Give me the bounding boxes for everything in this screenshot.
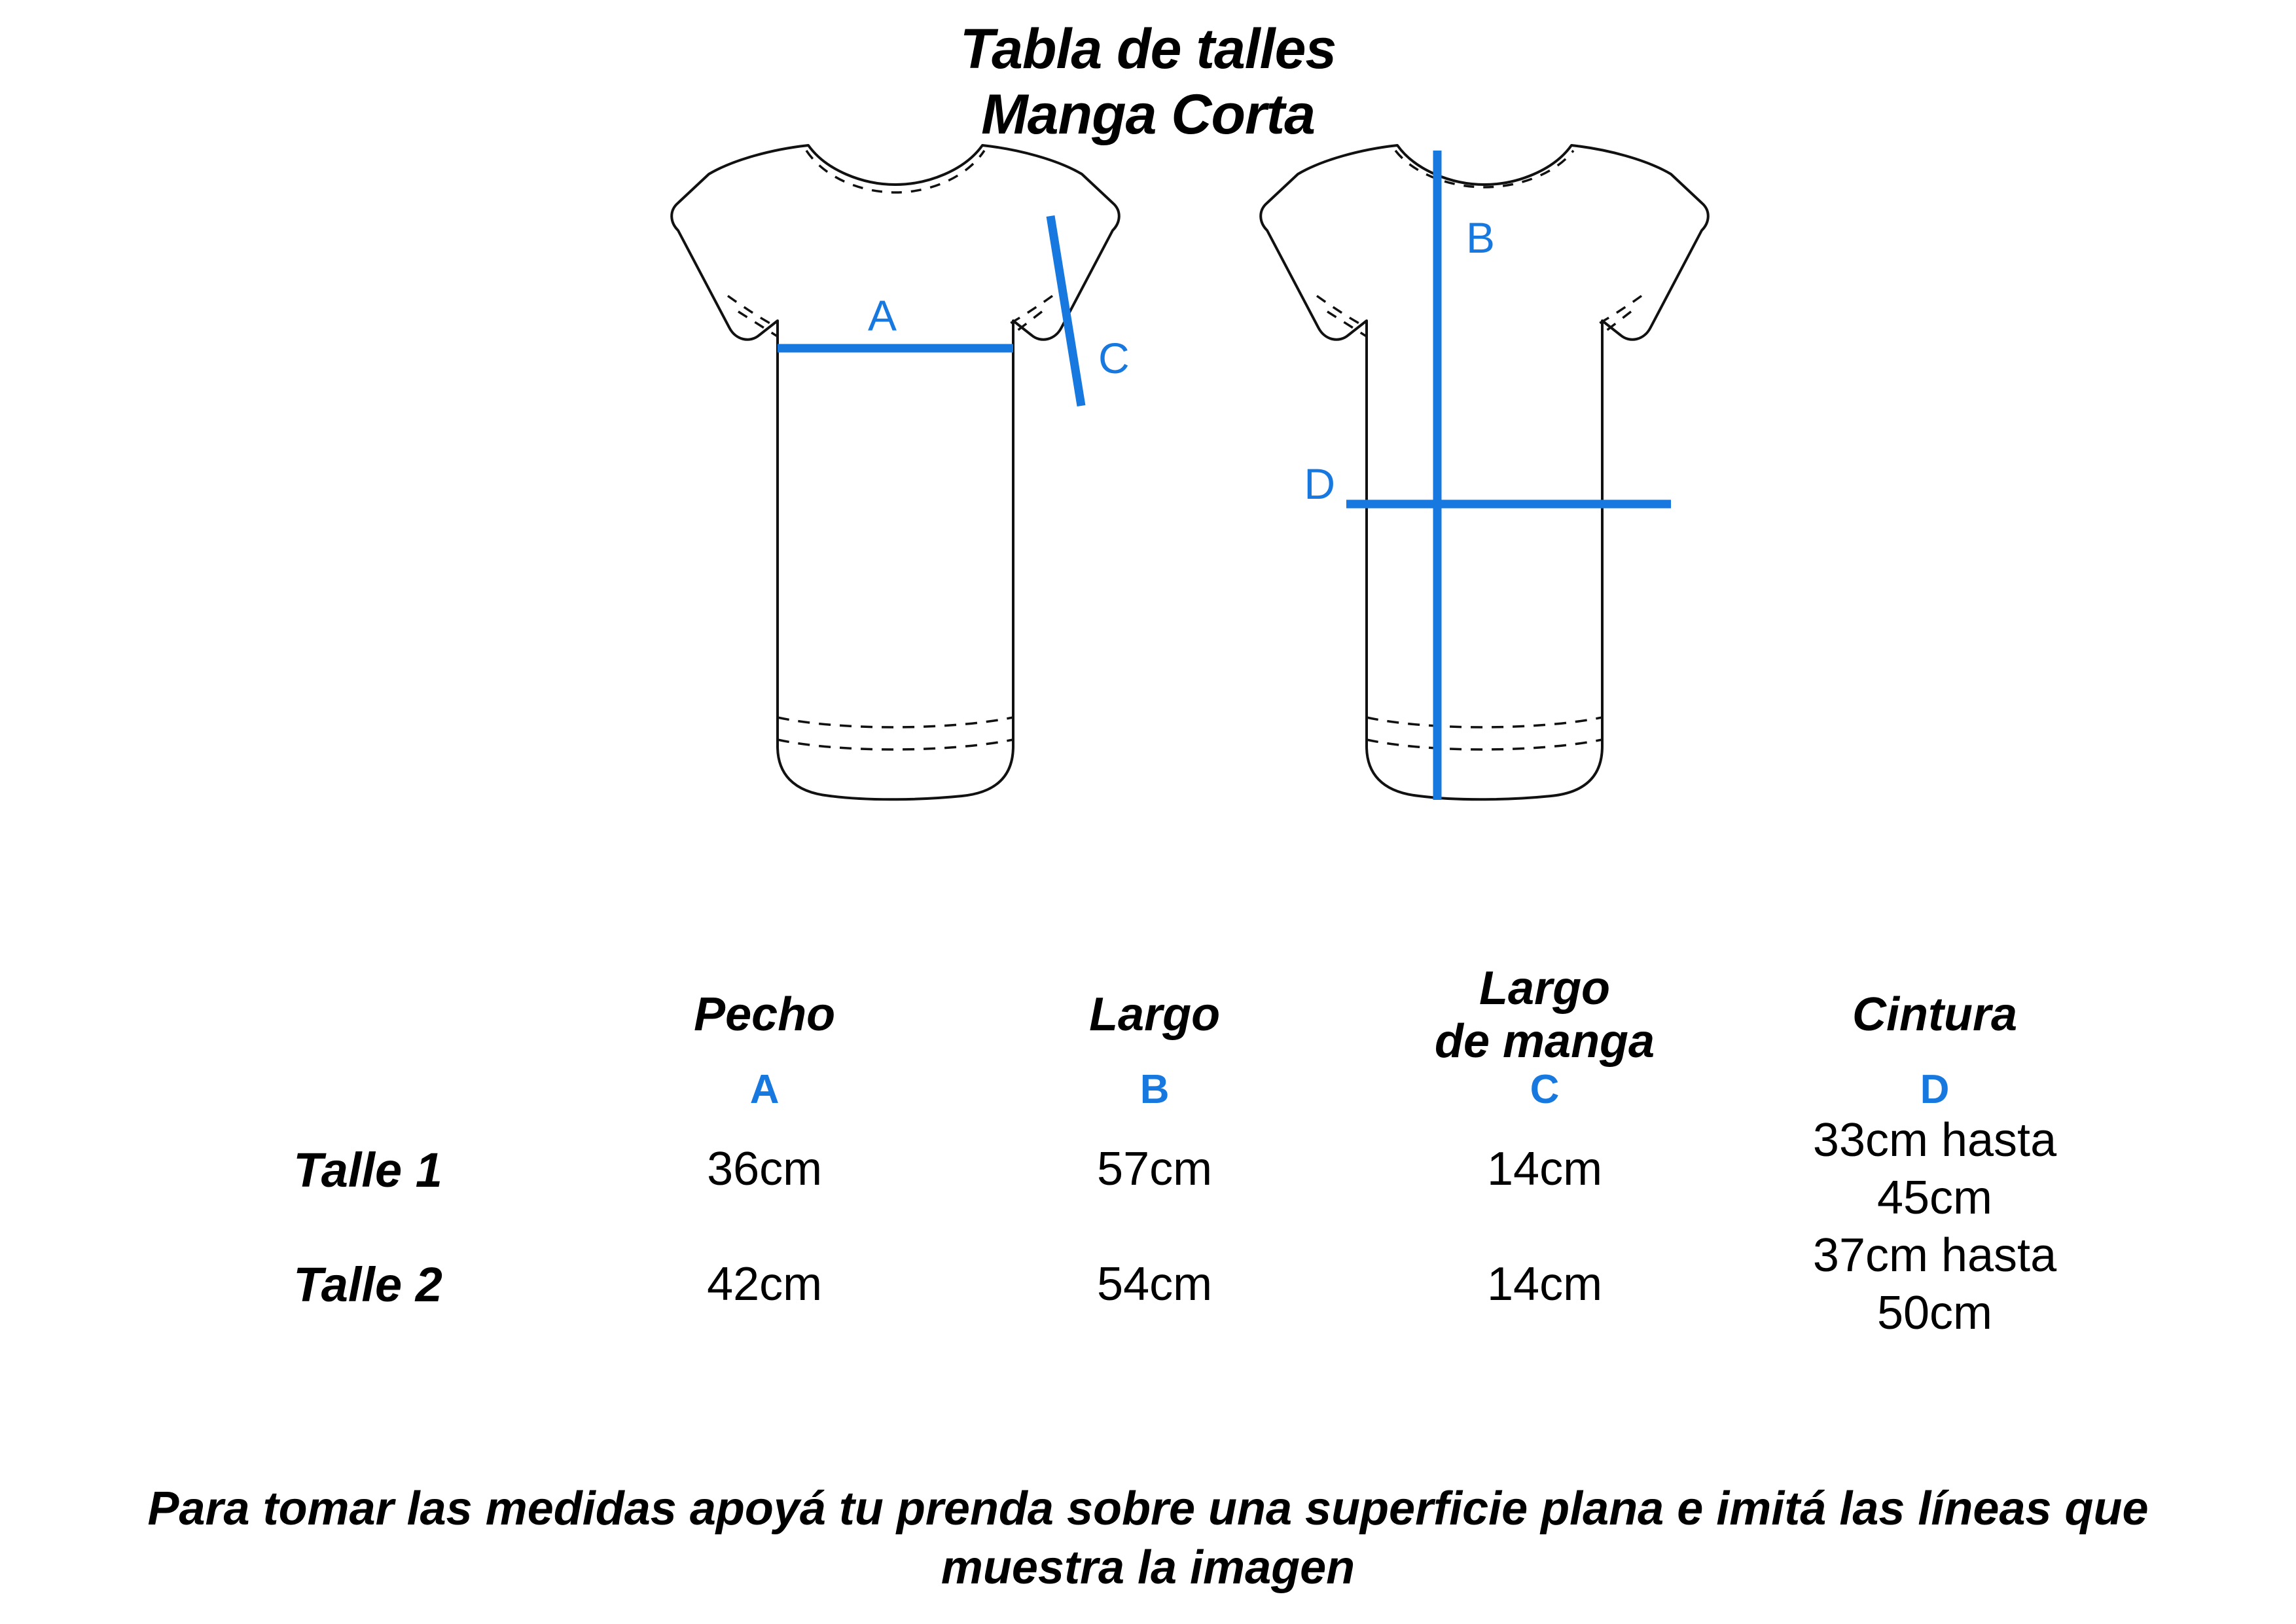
page-title <box>0 17 2296 148</box>
table-row <box>166 1112 2130 1227</box>
row-label-talle-2: Talle 2 <box>293 1257 442 1312</box>
label-b: B <box>1466 213 1496 262</box>
label-d: D <box>1304 460 1335 508</box>
header-largo: Largo <box>1089 988 1221 1041</box>
header-largo-de-manga-line1: Largo <box>1479 962 1611 1015</box>
cell-talle-2-pecho: 42cm <box>707 1258 823 1310</box>
title-line-1: Tabla de talles <box>960 18 1336 81</box>
header-letter-b: B <box>1139 1067 1170 1113</box>
header-letter-d: D <box>1920 1067 1950 1113</box>
cell-talle-1-pecho: 36cm <box>707 1143 823 1196</box>
instructions-note-line1: Para tomar las medidas apoyá tu prenda sobre una superficie plana e imitá las líneas que <box>147 1483 2149 1535</box>
header-letter-c: C <box>1530 1067 1560 1113</box>
measure-line-c <box>1050 216 1081 406</box>
cell-talle-1-cintura-line1: 33cm hasta <box>1812 1114 2057 1167</box>
cell-talle-2-cintura-line1: 37cm hasta <box>1812 1229 2057 1282</box>
cell-talle-2-largo-manga: 14cm <box>1487 1258 1603 1310</box>
instructions-note-line2: muestra la imagen <box>941 1542 1355 1594</box>
header-letter-a: A <box>749 1067 780 1113</box>
cell-talle-1-largo-manga: 14cm <box>1487 1143 1603 1196</box>
label-c: C <box>1098 334 1130 382</box>
cell-talle-1-largo: 57cm <box>1097 1143 1213 1196</box>
table-header-names <box>166 962 2130 1068</box>
cell-talle-1-cintura-line2: 45cm <box>1876 1172 1993 1225</box>
header-cintura: Cintura <box>1852 988 2017 1041</box>
header-letter-empty <box>166 1068 569 1112</box>
label-a: A <box>867 291 897 340</box>
header-largo-de-manga-line2: de manga <box>1434 1015 1655 1068</box>
cell-talle-1-cintura <box>1740 1112 2130 1227</box>
cell-talle-2-largo: 54cm <box>1097 1258 1213 1310</box>
measurements-table-wrapper <box>0 962 2296 1343</box>
garment-diagram <box>0 131 2296 910</box>
table-header-letters <box>166 1068 2130 1112</box>
header-pecho: Pecho <box>694 988 836 1041</box>
cell-talle-2-cintura <box>1740 1227 2130 1343</box>
instructions-note <box>0 1479 2296 1597</box>
row-label-talle-1: Talle 1 <box>293 1142 442 1197</box>
cell-talle-2-cintura-line2: 50cm <box>1876 1286 1993 1339</box>
header-empty <box>166 962 569 1068</box>
title-line-2: Manga Corta <box>981 82 1315 146</box>
table-row <box>166 1227 2130 1343</box>
measurements-table <box>166 962 2130 1343</box>
header-largo-de-manga <box>1350 962 1740 1068</box>
